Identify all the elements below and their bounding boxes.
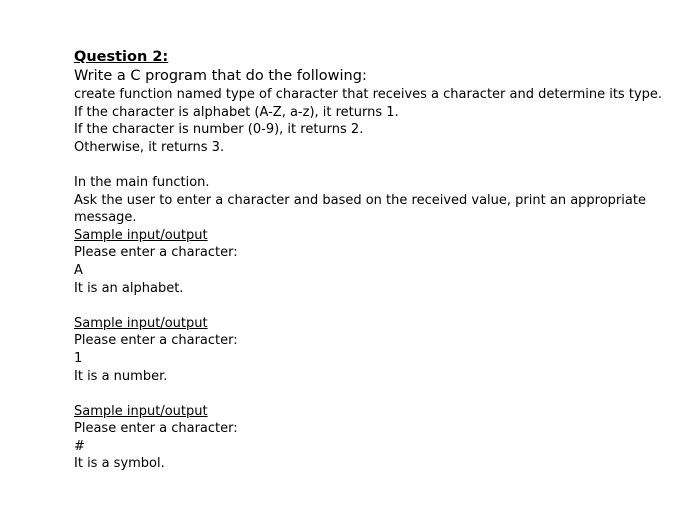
document-body [74,47,674,473]
spacer [74,156,674,174]
sample-input: A [74,262,83,278]
main-function-intro: In the main function. [74,174,210,190]
rule-otherwise: Otherwise, it returns 3. [74,139,225,155]
sample-output: It is a symbol. [74,456,165,472]
question-heading: Question 2: [74,49,169,65]
sample-block [74,227,674,297]
rule-alphabet: If the character is alphabet (A-Z, a-z), it returns 1. [74,104,399,120]
question-subheading: Write a C program that do the following: [74,68,367,84]
sample-input: # [74,438,85,454]
sample-block [74,315,674,385]
main-function-instructions: Ask the user to enter a character and based on the received value, print an appropriate message. [74,192,646,226]
sample-title: Sample input/output [74,227,208,243]
sample-title: Sample input/output [74,315,208,331]
sample-output: It is an alphabet. [74,280,184,296]
sample-output: It is a number. [74,368,168,384]
rule-number: If the character is number (0-9), it returns 2. [74,122,364,138]
sample-prompt: Please enter a character: [74,245,238,261]
sample-prompt: Please enter a character: [74,421,238,437]
spacer [74,385,674,403]
sample-prompt: Please enter a character: [74,333,238,349]
spacer [74,297,674,315]
sample-title: Sample input/output [74,403,208,419]
sample-input: 1 [74,350,83,366]
sample-block [74,403,674,473]
question-description: create function named type of character that receives a character and determine its type. [74,87,663,102]
